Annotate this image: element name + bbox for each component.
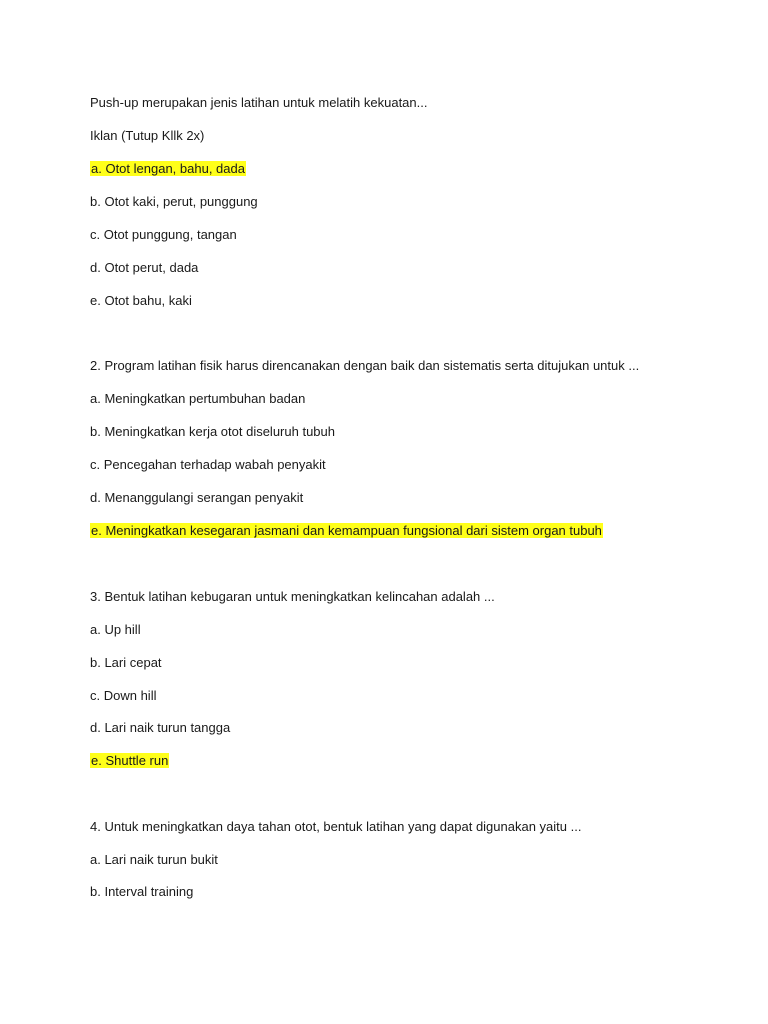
q3-option-d: d. Lari naik turun tangga [90, 720, 231, 735]
q1-option-c: c. Otot punggung, tangan [90, 227, 237, 242]
q2-option-c: c. Pencegahan terhadap wabah penyakit [90, 457, 326, 472]
q2-option-b: b. Meningkatkan kerja otot diseluruh tubuh [90, 424, 335, 439]
q3-option-b: b. Lari cepat [90, 655, 162, 670]
q2-option-d: d. Menanggulangi serangan penyakit [90, 490, 304, 505]
q1-option-a-highlighted-answer: a. Otot lengan, bahu, dada [91, 161, 245, 176]
q4-option-b: b. Interval training [90, 884, 194, 899]
q3-option-e [90, 752, 169, 769]
q2-option-e-highlighted-answer: e. Meningkatkan kesegaran jasmani dan kemampuan fungsional dari sistem organ tubuh [91, 523, 602, 538]
q4-option-a: a. Lari naik turun bukit [90, 852, 218, 867]
question-2-text: 2. Program latihan fisik harus direncanakan dengan baik dan sistematis serta ditujukan untuk ... [90, 358, 640, 373]
question-3-text: 3. Bentuk latihan kebugaran untuk meningkatkan kelincahan adalah ... [90, 589, 495, 604]
q2-option-a: a. Meningkatkan pertumbuhan badan [90, 391, 306, 406]
q3-option-e-highlighted-answer: e. Shuttle run [91, 753, 169, 768]
q1-option-e: e. Otot bahu, kaki [90, 293, 192, 308]
q1-option-b: b. Otot kaki, perut, punggung [90, 194, 258, 209]
q2-option-e [90, 522, 603, 539]
q1-option-a [90, 160, 246, 177]
q3-option-c: c. Down hill [90, 688, 157, 703]
question-1-text: Push-up merupakan jenis latihan untuk melatih kekuatan... [90, 95, 428, 110]
q1-option-d: d. Otot perut, dada [90, 260, 199, 275]
q3-option-a: a. Up hill [90, 622, 141, 637]
question-4-text: 4. Untuk meningkatkan daya tahan otot, bentuk latihan yang dapat digunakan yaitu ... [90, 819, 582, 834]
ad-close-note[interactable]: Iklan (Tutup Kllk 2x) [90, 128, 205, 143]
